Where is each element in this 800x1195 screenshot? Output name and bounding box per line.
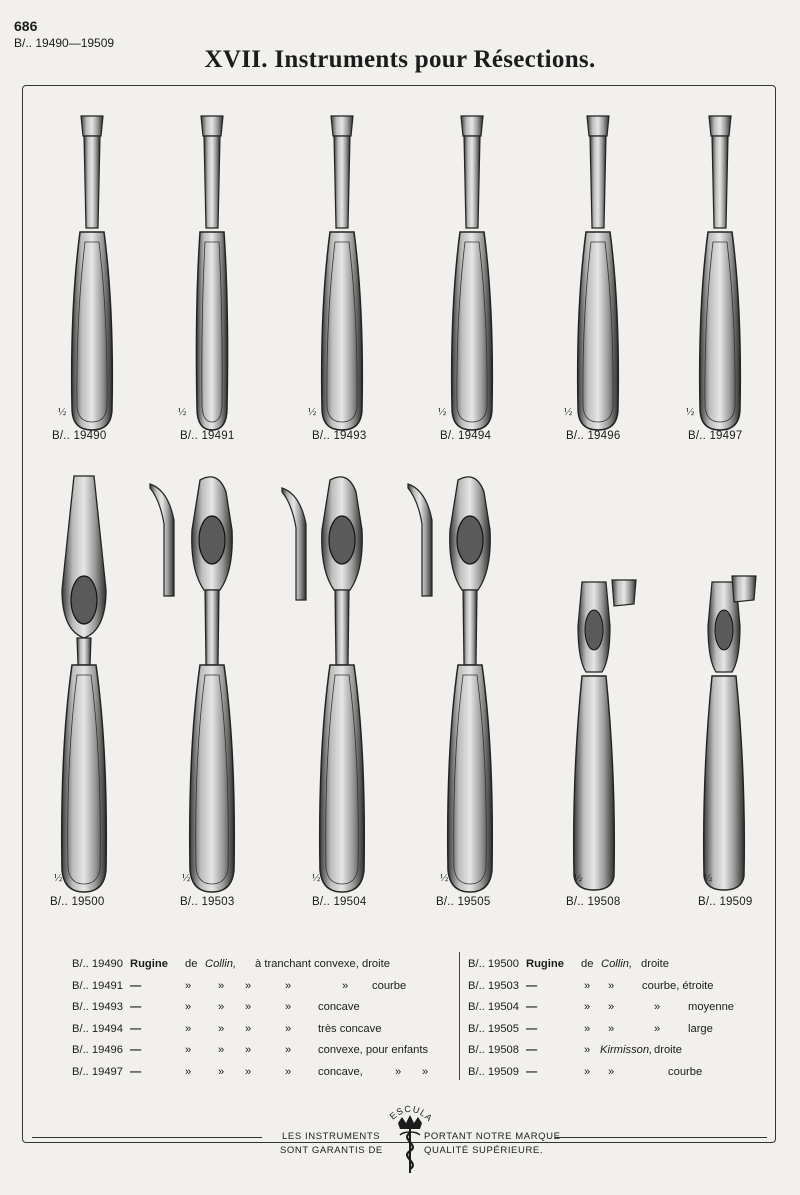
- legend-d4: »: [285, 1044, 292, 1057]
- profile-view-2: [280, 484, 314, 604]
- catalog-number-label: B/.. 19508: [566, 896, 621, 908]
- legend-c3: Kirmisson,: [600, 1044, 653, 1057]
- legend-d1: »: [185, 1044, 192, 1057]
- legend-code: B/.. 19493: [72, 1001, 124, 1014]
- legend-c1: —: [526, 979, 538, 992]
- legend-d2: »: [218, 1022, 225, 1035]
- instrument-top-5: [568, 108, 628, 438]
- legend-c3: Collin,: [205, 958, 237, 970]
- scale-label: ½: [704, 872, 713, 884]
- instrument-top-1: [62, 108, 122, 438]
- instrument-drawing-bottom-4: [430, 470, 510, 900]
- legend-d1: »: [185, 979, 192, 992]
- legend-d1: »: [185, 1001, 192, 1014]
- legend-d3: »: [654, 1022, 661, 1035]
- esculape-logo: [380, 1093, 440, 1182]
- legend-c6: courbe: [372, 979, 407, 992]
- instrument-top-2: [182, 108, 242, 438]
- catalog-number-label: B/.. 19491: [180, 430, 235, 442]
- instrument-top-4: [442, 108, 502, 438]
- legend-c4: courbe: [668, 1066, 703, 1078]
- legend-c1: —: [130, 1066, 142, 1078]
- legend-code: B/.. 19509: [468, 1066, 520, 1078]
- instrument-drawing-top-5: [568, 108, 628, 438]
- instrument-drawing-top-1: [62, 108, 122, 438]
- legend-d4: »: [285, 1001, 292, 1014]
- scale-label: ½: [58, 406, 67, 418]
- legend-d4: »: [285, 979, 292, 992]
- catalog-number-label: B/.. 19509: [698, 896, 753, 908]
- logo-brand-text: ESCULA: [387, 1103, 435, 1124]
- legend-code: B/.. 19505: [468, 1022, 520, 1035]
- scale-label: ½: [574, 872, 583, 884]
- legend-c1: Rugine: [526, 958, 564, 970]
- legend-d1: »: [584, 1001, 591, 1014]
- scale-label: ½: [182, 872, 191, 884]
- scale-label: ½: [308, 406, 317, 418]
- legend-d1: »: [185, 1022, 192, 1035]
- legend-d1: »: [584, 979, 591, 992]
- legend-c4: droite: [654, 1044, 682, 1057]
- instrument-bottom-4: [430, 470, 510, 900]
- blade-detail-1: [610, 578, 638, 608]
- instrument-drawing-bottom-3: [302, 470, 382, 900]
- legend-c1: —: [130, 1022, 142, 1035]
- scale-label: ½: [54, 872, 63, 884]
- instrument-drawing-bottom-2: [172, 470, 252, 900]
- legend-c6: concave: [318, 1001, 360, 1014]
- instrument-drawing-bottom-5: [564, 576, 624, 896]
- legend-code: B/.. 19508: [468, 1044, 520, 1057]
- legend-d2: »: [218, 979, 225, 992]
- legend-c4: large: [688, 1022, 713, 1035]
- footer-rule-left: [32, 1137, 262, 1138]
- legend-c6: concave,: [318, 1066, 363, 1078]
- legend-code: B/.. 19491: [72, 979, 124, 992]
- page-number: 686: [14, 18, 38, 34]
- footer-rule-right: [555, 1137, 767, 1138]
- legend-c3: Collin,: [601, 958, 633, 970]
- instrument-drawing-bottom-1: [44, 470, 124, 900]
- legend-c1: —: [130, 1001, 142, 1014]
- legend-d2: »: [608, 1001, 615, 1014]
- catalog-number-label: B/.. 19493: [312, 430, 367, 442]
- instrument-drawing-top-3: [312, 108, 372, 438]
- legend-code: B/.. 19497: [72, 1066, 124, 1078]
- blade-detail-2: [730, 574, 758, 604]
- catalog-number-label: B/.. 19505: [436, 896, 491, 908]
- instrument-drawing-bottom-6: [694, 576, 754, 896]
- legend-c1: —: [526, 1022, 538, 1035]
- instrument-drawing-top-4: [442, 108, 502, 438]
- legend-c1: —: [526, 1044, 538, 1057]
- page-title: XVII. Instruments pour Résections.: [204, 46, 596, 73]
- instrument-bottom-3: [302, 470, 382, 900]
- instrument-drawing-top-2: [182, 108, 242, 438]
- legend-d2: »: [218, 1044, 225, 1057]
- caduceus-icon: [380, 1093, 440, 1177]
- legend-d3: »: [245, 1066, 252, 1078]
- legend-c6: convexe, pour enfants: [318, 1044, 429, 1057]
- legend-d2: »: [218, 1066, 225, 1078]
- scale-label: ½: [438, 406, 447, 418]
- scale-label: ½: [312, 872, 321, 884]
- profile-view-1: [148, 480, 182, 600]
- legend-code: B/.. 19496: [72, 1044, 124, 1057]
- instrument-bottom-5: [564, 576, 624, 896]
- instrument-bottom-1: [44, 470, 124, 900]
- legend-d2: »: [608, 1066, 615, 1078]
- legend-d3: »: [245, 1044, 252, 1057]
- catalog-number-label: B/.. 19500: [50, 896, 105, 908]
- legend-c1: —: [130, 1044, 142, 1057]
- svg-text:ESCULAPE: [380, 1093, 435, 1124]
- page-range: B/.. 19490—19509: [14, 36, 115, 50]
- legend-code: B/.. 19490: [72, 958, 124, 970]
- legend-divider: [459, 952, 460, 1080]
- legend-d1: »: [185, 1066, 192, 1078]
- catalog-number-label: B/.. 19504: [312, 896, 367, 908]
- legend-d1: »: [584, 1022, 591, 1035]
- scale-label: ½: [440, 872, 449, 884]
- catalog-number-label: B/.. 19490: [52, 430, 107, 442]
- legend-c4: courbe, étroite: [642, 979, 714, 992]
- legend-d3: »: [245, 1001, 252, 1014]
- legend-d2: »: [218, 1001, 225, 1014]
- profile-view-3: [406, 480, 440, 600]
- legend-c2: de: [581, 958, 594, 970]
- legend-code: B/.. 19494: [72, 1022, 124, 1035]
- legend-d1: »: [584, 1066, 591, 1078]
- legend-c7: »: [395, 1066, 402, 1078]
- legend-code: B/.. 19500: [468, 958, 520, 970]
- legend-d4: »: [285, 1022, 292, 1035]
- legend-c1: —: [130, 979, 142, 992]
- legend-c2: de: [185, 958, 198, 970]
- catalog-number-label: B/.. 19496: [566, 430, 621, 442]
- legend-d3: »: [245, 979, 252, 992]
- footer-right-line2: QUALITÉ SUPÉRIEURE.: [424, 1145, 544, 1156]
- instrument-bottom-2: [172, 470, 252, 900]
- legend-c5: »: [342, 979, 349, 992]
- instrument-drawing-top-6: [690, 108, 750, 438]
- legend-d4: »: [285, 1066, 292, 1078]
- legend-c8: »: [422, 1066, 429, 1078]
- footer-right-line1: PORTANT NOTRE MARQUE: [424, 1131, 561, 1142]
- legend-d2: »: [608, 1022, 615, 1035]
- legend-code: B/.. 19504: [468, 1001, 520, 1014]
- legend-d3: »: [654, 1001, 661, 1014]
- legend-c1: —: [526, 1066, 538, 1078]
- legend-d3: »: [245, 1022, 252, 1035]
- legend-d1: »: [584, 1044, 591, 1057]
- legend-c6: très concave: [318, 1022, 382, 1035]
- legend-code: B/.. 19503: [468, 979, 520, 992]
- footer-left-line1: LES INSTRUMENTS: [282, 1131, 381, 1142]
- legend-c4: droite: [641, 958, 669, 970]
- scale-label: ½: [564, 406, 573, 418]
- catalog-number-label: B/.. 19503: [180, 896, 235, 908]
- legend-c1: Rugine: [130, 958, 168, 970]
- legend-c4: à tranchant convexe, droite: [255, 958, 390, 970]
- instrument-top-6: [690, 108, 750, 438]
- catalog-number-label: B/.. 19497: [688, 430, 743, 442]
- instrument-top-3: [312, 108, 372, 438]
- legend-c1: —: [526, 1001, 538, 1014]
- scale-label: ½: [178, 406, 187, 418]
- instrument-bottom-6: [694, 576, 754, 896]
- legend-d2: »: [608, 979, 615, 992]
- catalog-number-label: B/. 19494: [440, 430, 492, 442]
- legend-c4: moyenne: [688, 1001, 735, 1014]
- footer-left-line2: SONT GARANTIS DE: [280, 1145, 383, 1156]
- scale-label: ½: [686, 406, 695, 418]
